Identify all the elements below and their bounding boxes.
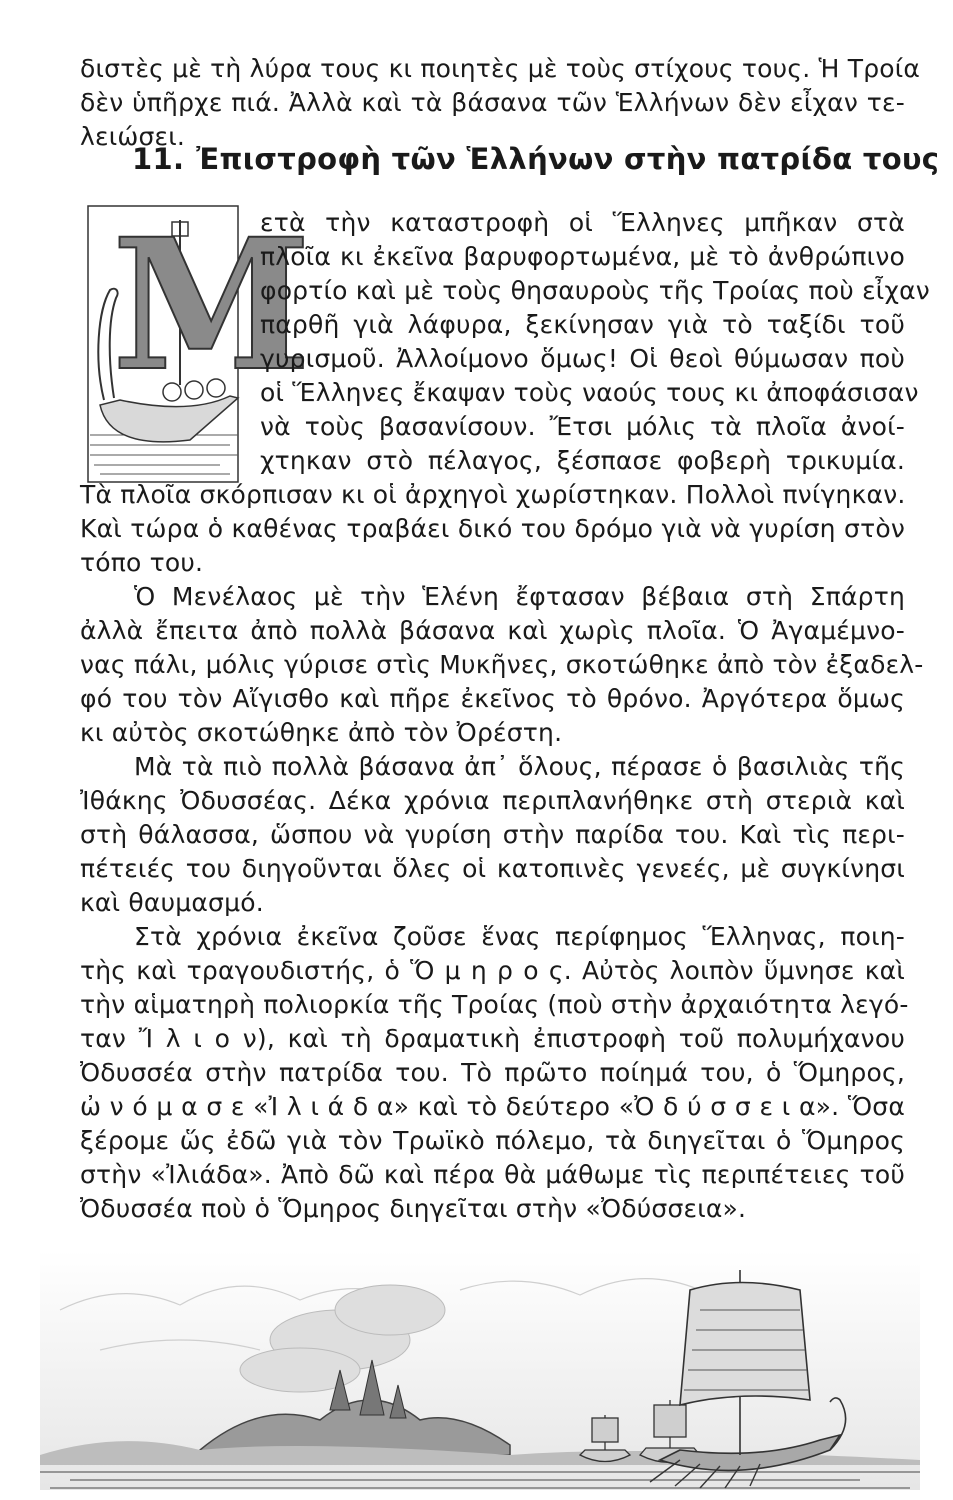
chapter-title: Ἐπιστροφὴ τῶν Ἑλλήνων στὴν πατρίδα τους bbox=[196, 142, 940, 176]
body-line-16: τὴν αἱματηρὴ πολιορκία τῆς Τροίας (ποὺ στὴν ἀρχαιότητα λεγό- bbox=[80, 990, 909, 1019]
dropcap-line-2: πλοῖα κι ἐκεῖνα βαρυφορτωμένα, μὲ τὸ ἀνθρώπινο bbox=[260, 242, 905, 271]
body-line-10: Ἰθάκης Ὀδυσσέας. Δέκα χρόνια περιπλανήθηκε στὴ στεριὰ καὶ bbox=[80, 786, 905, 815]
body-line-18: Ὀδυσσέα στὴν πατρίδα του. Τὸ πρῶτο ποίημά του, ὁ Ὅμηρος, bbox=[80, 1058, 905, 1087]
body-line-2: Καὶ τώρα ὁ καθένας τραβάει δικό του δρόμο γιὰ νὰ γυρίση στὸν bbox=[80, 514, 905, 543]
dropcap-line-8: χτηκαν στὸ πέλαγος, ξέσπασε φοβερὴ τρικυμία. bbox=[260, 446, 905, 475]
dropcap-line-6: οἱ Ἕλληνες ἔκαψαν τοὺς ναούς τους κι ἀποφάσισαν bbox=[260, 378, 919, 407]
body-line-21: στὴν «Ἰλιάδα». Ἀπὸ δῶ καὶ πέρα θὰ μάθωμε τὶς περιπέτειες τοῦ bbox=[80, 1160, 905, 1189]
body-line-15: τὴς καὶ τραγουδιστής, ὁ Ὅ μ η ρ ο ς. Αὐτὸς λοιπὸν ὕμνησε καὶ bbox=[80, 956, 905, 985]
body-line-3: τόπο του. bbox=[80, 548, 204, 577]
chapter-heading bbox=[132, 142, 939, 176]
body-line-13: καὶ θαυμασμό. bbox=[80, 888, 264, 917]
dropcap-line-5: γυρισμοῦ. Ἀλλοίμονο ὅμως! Οἱ θεοὶ θύμωσαν ποὺ bbox=[260, 344, 905, 373]
intro-line-1: διστὲς μὲ τὴ λύρα τους κι ποιητὲς μὲ τοὺς στίχους τους. Ἡ Τροία bbox=[80, 54, 921, 83]
dropcap-line-1: ετὰ τὴν καταστροφὴ οἱ Ἕλληνες μπῆκαν στὰ bbox=[260, 208, 905, 237]
dropcap-line-3: φορτίο καὶ μὲ τοὺς θησαυροὺς τῆς Τροίας ποὺ εἶχαν bbox=[260, 276, 930, 305]
intro-line-2: δὲν ὑπῆρχε πιά. Ἀλλὰ καὶ τὰ βάσανα τῶν Ἑλλήνων δὲν εἶχαν τε- bbox=[80, 88, 905, 117]
dropcap-line-7: νὰ τοὺς βασανίσουν. Ἔτσι μόλις τὰ πλοῖα ἀνοί- bbox=[260, 412, 905, 441]
ship-dropcap-icon bbox=[80, 200, 312, 490]
body-line-20: ξέρομε ὥς ἐδῶ γιὰ τὸν Τρωϊκὸ πόλεμο, τὰ διηγεῖται ὁ Ὅμηρος bbox=[80, 1126, 905, 1155]
body-line-6: νας πάλι, μόλις γύρισε στὶς Μυκῆνες, σκοτώθηκε ἀπὸ τὸν ἐξαδελ- bbox=[80, 650, 924, 679]
dropcap-line-4: παρθῆ γιὰ λάφυρα, ξεκίνησαν γιὰ τὸ ταξίδι τοῦ bbox=[260, 310, 905, 339]
body-line-7: φό του τὸν Αἴγισθο καὶ πῆρε ἐκεῖνος τὸ θρόνο. Ἀργότερα ὅμως bbox=[80, 684, 905, 713]
body-line-1: Τὰ πλοῖα σκόρπισαν κι οἱ ἀρχηγοὶ χωρίστηκαν. Πολλοὶ πνίγηκαν. bbox=[80, 480, 906, 509]
body-line-17: ταν Ἴ λ ι ο ν), καὶ τὴ δραματικὴ ἐπιστροφὴ τοῦ πολυμήχανου bbox=[80, 1024, 905, 1053]
burning-troy-ships-icon bbox=[40, 1250, 920, 1490]
intro-line-3: λειώσει. bbox=[80, 122, 186, 151]
body-line-9: Μὰ τὰ πιὸ πολλὰ βάσανα ἀπ᾽ ὅλους, πέρασε ὁ βασιλιὰς τῆς bbox=[134, 752, 905, 781]
dropcap-letter: Μ bbox=[112, 200, 312, 411]
body-line-22: Ὀδυσσέα ποὺ ὁ Ὅμηρος διηγεῖται στὴν «Ὀδύσσεια». bbox=[80, 1194, 747, 1223]
body-line-4: Ὁ Μενέλαος μὲ τὴν Ἑλένη ἔφτασαν βέβαια στὴ Σπάρτη bbox=[134, 582, 905, 611]
body-line-8: κι αὐτὸς σκοτώθηκε ἀπὸ τὸν Ὀρέστη. bbox=[80, 718, 563, 747]
body-line-14: Στὰ χρόνια ἐκεῖνα ζοῦσε ἕνας περίφημος Ἕλληνας, ποιη- bbox=[134, 922, 905, 951]
body-line-12: πέτειές του διηγοῦνται ὅλες οἱ κατοπινὲς γενεές, μὲ συγκίνησι bbox=[80, 854, 905, 883]
chapter-number: 11. bbox=[132, 142, 185, 176]
body-line-11: στὴ θάλασσα, ὥσπου νὰ γυρίση στὴν παρίδα του. Καὶ τὶς περι- bbox=[80, 820, 905, 849]
body-line-19: ὠ ν ό μ α σ ε «Ἰ λ ι ά δ α» καὶ τὸ δεύτερο «Ὀ δ ύ σ σ ε ι α». Ὅσα bbox=[80, 1092, 905, 1121]
body-line-5: ἀλλὰ ἔπειτα ἀπὸ πολλὰ βάσανα καὶ χωρὶς πλοῖα. Ὁ Ἀγαμέμνο- bbox=[80, 616, 905, 645]
